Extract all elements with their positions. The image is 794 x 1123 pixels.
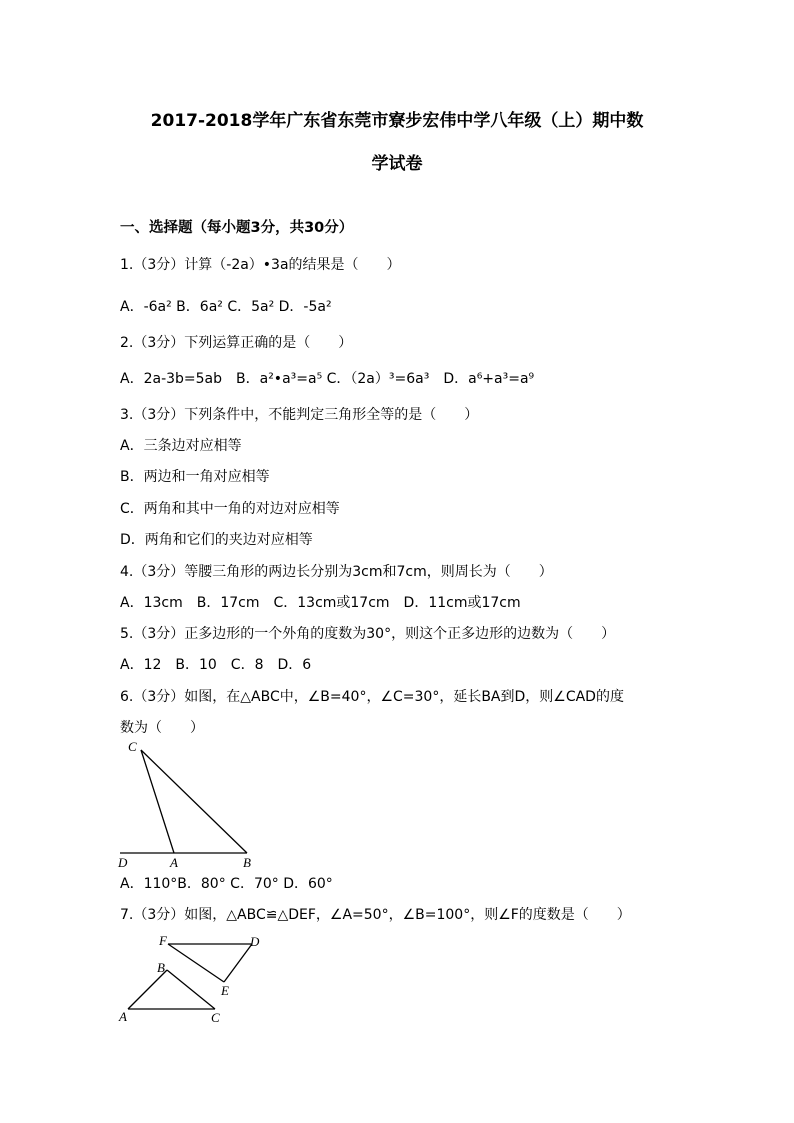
section-heading-choice: 一、选择题（每小题3分，共30分）: [120, 220, 354, 236]
question-4-options: A．13cm B．17cm C．13cm或17cm D．11cm或17cm: [120, 595, 521, 611]
line-de: [224, 944, 252, 982]
question-7-triangles-figure: [112, 930, 272, 1026]
label-d: D: [118, 855, 128, 870]
question-3-option-d: D．两角和它们的夹边对应相等: [120, 532, 313, 548]
question-6-stem-line-2: 数为（ ）: [120, 720, 204, 736]
line-fe: [168, 944, 224, 982]
label-b: B: [243, 855, 251, 870]
line-ab: [128, 970, 167, 1009]
question-3-option-b: B．两边和一角对应相等: [120, 469, 270, 485]
page-title-line-2: 学试卷: [371, 154, 423, 174]
question-6-stem-line-1: 6.（3分）如图，在△ABC中，∠B=40°，∠C=30°，延长BA到D，则∠CAD的度: [120, 689, 624, 705]
question-6-options: A．110°B．80° C．70° D．60°: [120, 876, 333, 892]
question-4-stem: 4.（3分）等腰三角形的两边长分别为3cm和7cm，则周长为（ ）: [120, 564, 553, 580]
label-e: E: [221, 983, 229, 998]
label-d: D: [250, 934, 260, 949]
question-5-stem: 5.（3分）正多边形的一个外角的度数为30°，则这个正多边形的边数为（ ）: [120, 626, 616, 642]
question-1-stem: 1.（3分）计算（-2a）•3a的结果是（ ）: [120, 257, 401, 273]
label-a: A: [170, 855, 178, 870]
question-6-triangle-figure: [112, 736, 272, 872]
question-3-option-c: C．两角和其中一角的对边对应相等: [120, 501, 340, 517]
label-c: C: [128, 739, 137, 754]
label-a: A: [119, 1009, 127, 1024]
label-f: F: [159, 933, 167, 948]
question-2-stem: 2.（3分）下列运算正确的是（ ）: [120, 335, 353, 351]
label-c: C: [211, 1010, 220, 1025]
label-b: B: [157, 960, 165, 975]
line-bc: [167, 970, 215, 1009]
question-5-options: A．12 B．10 C．8 D．6: [120, 657, 312, 673]
question-1-options: A．-6a² B．6a² C．5a² D．-5a²: [120, 299, 332, 315]
page-title-line-1: 2017-2018学年广东省东莞市寮步宏伟中学八年级（上）期中数: [150, 111, 644, 131]
question-3-option-a: A．三条边对应相等: [120, 438, 242, 454]
question-2-options: A．2a-3b=5ab B．a²•a³=a⁵ C．（2a）³=6a³ D．a⁶+a³=a⁹: [120, 371, 535, 387]
question-7-stem: 7.（3分）如图，△ABC≌△DEF，∠A=50°，∠B=100°，则∠F的度数是（ ）: [120, 907, 631, 923]
question-3-stem: 3.（3分）下列条件中，不能判定三角形全等的是（ ）: [120, 407, 479, 423]
